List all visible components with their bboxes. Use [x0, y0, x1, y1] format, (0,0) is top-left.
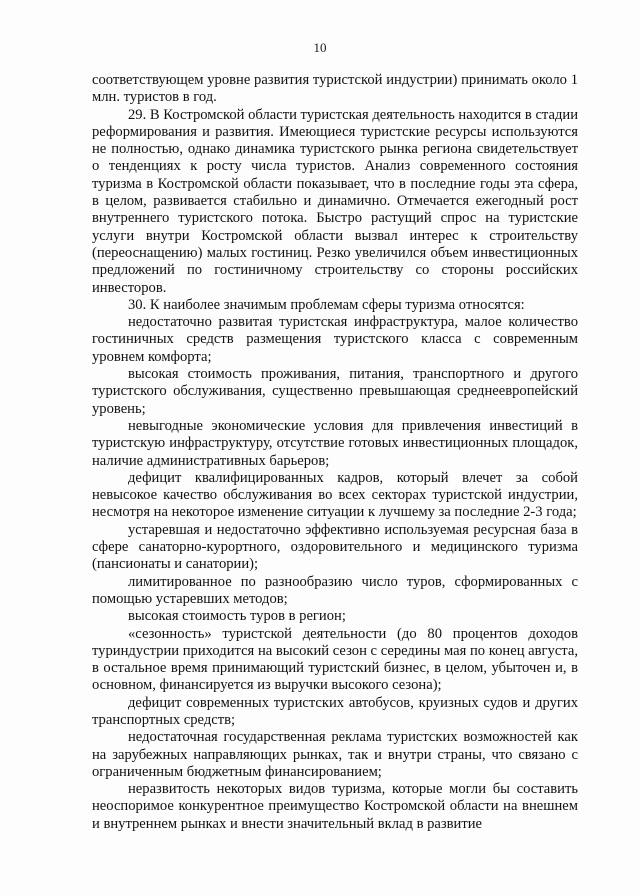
problem-item: высокая стоимость проживания, питания, транспортного и другого туристского обслуживания, существенно превышающая среднеевропейский уровень; [92, 366, 578, 417]
page-number: 10 [313, 40, 327, 55]
problem-item: лимитированное по разнообразию число туров, сформированных с помощью устаревших методов; [92, 573, 578, 607]
problem-item: неразвитость некоторых видов туризма, которые могли бы составить неоспоримое конкурентное преимущество Костромской области на внешнем и внутреннем рынках и внести значительный вклад в развитие [92, 781, 578, 832]
paragraph-29: 29. В Костромской области туристская деятельность находится в стадии реформирования и развития. Имеющиеся туристские ресурсы используются не полностью, однако динамика туристского рынка региона свидетельствует о тенденциях к росту числа туристов. Анализ современного состояния туризма в Костромской области показывает, что в последние годы эта сфера, в целом, развивается стабильно и динамично. Отмечается ежегодный рост внутреннего туристского потока. Быстро растущий спрос на туристские услуги внутри Костромской области вызвал интерес к строительству (переоснащению) малых гостиниц. Резко увеличился объем инвестиционных предложений по гостиничному строительству со стороны российских инвесторов. [92, 106, 579, 296]
problem-item: дефицит квалифицированных кадров, который влечет за собой невысокое качество обслуживания во всех секторах туристской индустрии, несмотря на некоторое изменение ситуации к лучшему за последние 2-3 года; [92, 469, 578, 521]
paragraph-30-heading: 30. К наиболее значимым проблемам сферы туризма относятся: [128, 296, 525, 313]
problem-item: дефицит современных туристских автобусов, круизных судов и других транспортных средств; [92, 694, 578, 728]
problem-item: устаревшая и недостаточно эффективно используемая ресурсная база в сфере санаторно-курортного, оздоровительного и медицинского туризма (пансионаты и санатории); [92, 521, 578, 573]
problem-item: «сезонность» туристской деятельности (до 80 процентов доходов туриндустрии приходится на высокий сезон с середины мая по конец августа, в остальное время принимающий туристский бизнес, в целом, убыточен и, в основном, финансируется из выручки высокого сезона); [92, 625, 578, 694]
problem-item: недостаточно развитая туристская инфраструктура, малое количество гостиничных средств размещения туристского класса с современным уровнем комфорта; [92, 314, 578, 365]
document-body [92, 72, 578, 833]
problem-item: недостаточная государственная реклама туристских возможностей как на зарубежных направляющих рынках, так и внутри страны, что связано с ограниченным бюджетным финансированием; [92, 729, 578, 780]
problem-item: высокая стоимость туров в регион; [128, 608, 346, 625]
paragraph-continuation: соответствующем уровне развития туристской индустрии) принимать около 1 млн. туристов в год. [92, 72, 578, 106]
problem-item: невыгодные экономические условия для привлечения инвестиций в туристскую инфраструктуру, отсутствие готовых инвестиционных площадок, наличие административных барьеров; [92, 417, 578, 469]
